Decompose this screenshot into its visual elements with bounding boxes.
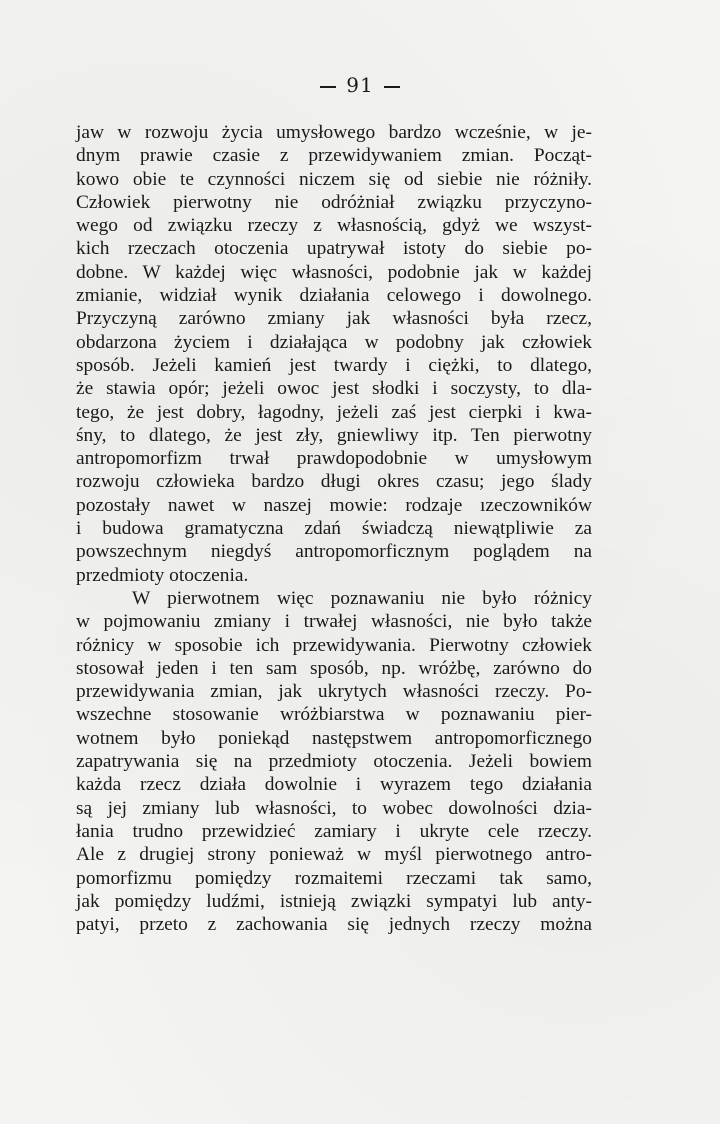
text-line: kowo obie te czynności niczem się od siebie nie różniły. xyxy=(76,168,592,190)
text-line: obdarzona życiem i działająca w podobny jak człowiek xyxy=(76,331,592,353)
text-line: każda rzecz działa dowolnie i wyrazem tego działania xyxy=(76,774,592,796)
text-line: wego od związku rzeczy z własnością, gdyż we wszyst- xyxy=(76,215,592,237)
text-line: dobne. W każdej więc własności, podobnie jak w każdej xyxy=(76,261,592,283)
header-dash-right xyxy=(384,86,400,88)
body-text xyxy=(76,121,592,936)
page-number: 91 xyxy=(346,73,374,97)
text-line: rozwoju człowieka bardzo długi okres czasu; jego ślady xyxy=(76,471,592,493)
text-line: dnym prawie czasie z przewidywaniem zmian. Począt- xyxy=(76,145,592,167)
header-dash-left xyxy=(320,86,336,88)
text-line: sposób. Jeżeli kamień jest twardy i ciężki, to dlatego, xyxy=(76,354,592,376)
text-line: tego, że jest dobry, łagodny, jeżeli zaś jest cierpki i kwa- xyxy=(76,401,592,423)
text-line: przewidywania zmian, jak ukrytych własności rzeczy. Po- xyxy=(76,681,592,703)
text-line: kich rzeczach otoczenia upatrywał istoty do siebie po- xyxy=(76,238,592,260)
text-line: zmianie, widział wynik działania celowego i dowolnego. xyxy=(76,285,592,307)
text-line: pomorfizmu pomiędzy rozmaitemi rzeczami tak samo, xyxy=(76,867,592,889)
text-line: pozostały nawet w naszej mowie: rodzaje ızeczowników xyxy=(76,494,592,516)
text-line: antropomorfizm trwał prawdopodobnie w umysłowym xyxy=(76,448,592,470)
text-line: wszechne stosowanie wróżbiarstwa w poznawaniu pier- xyxy=(76,704,592,726)
text-line: Przyczyną zarówno zmiany jak własności była rzecz, xyxy=(76,308,592,330)
text-line: jaw w rozwoju życia umysłowego bardzo wcześnie, w je- xyxy=(76,122,592,143)
page-header xyxy=(0,72,720,98)
text-line: W pierwotnem więc poznawaniu nie było różnicy xyxy=(132,587,592,609)
text-line: powszechnym niegdyś antropomorficznym poglądem na xyxy=(76,541,592,563)
text-line: patyi, przeto z zachowania się jednych rzeczy można xyxy=(76,914,592,936)
text-line: są jej zmiany lub własności, to wobec dowolności dzia- xyxy=(76,797,592,819)
text-line: różnicy w sposobie ich przewidywania. Pierwotny człowiek xyxy=(76,634,592,656)
text-line: śny, to dlatego, że jest zły, gniewliwy itp. Ten pierwotny xyxy=(76,424,592,446)
text-line: Ale z drugiej strony ponieważ w myśl pierwotnego antro- xyxy=(76,844,592,866)
text-line: że stawia opór; jeżeli owoc jest słodki i soczysty, to dla- xyxy=(76,378,592,400)
text-line: stosował jeden i ten sam sposób, np. wróżbę, zarówno do xyxy=(76,657,592,679)
text-line: wotnem było poniekąd następstwem antropomorficznego xyxy=(76,727,592,749)
text-line: w pojmowaniu zmiany i trwałej własności, nie było także xyxy=(76,611,592,633)
text-line: przedmioty otoczenia. xyxy=(76,564,249,586)
text-line: jak pomiędzy ludźmi, istnieją związki sympatyi lub anty- xyxy=(76,890,592,912)
text-line: Człowiek pierwotny nie odróżniał związku przyczyno- xyxy=(76,191,592,213)
text-line: zapatrywania się na przedmioty otoczenia. Jeżeli bowiem xyxy=(76,751,592,773)
text-line: i budowa gramatyczna zdań świadczą niewątpliwie za xyxy=(76,518,592,540)
text-line: łania trudno przewidzieć zamiary i ukryte cele rzeczy. xyxy=(76,820,592,842)
